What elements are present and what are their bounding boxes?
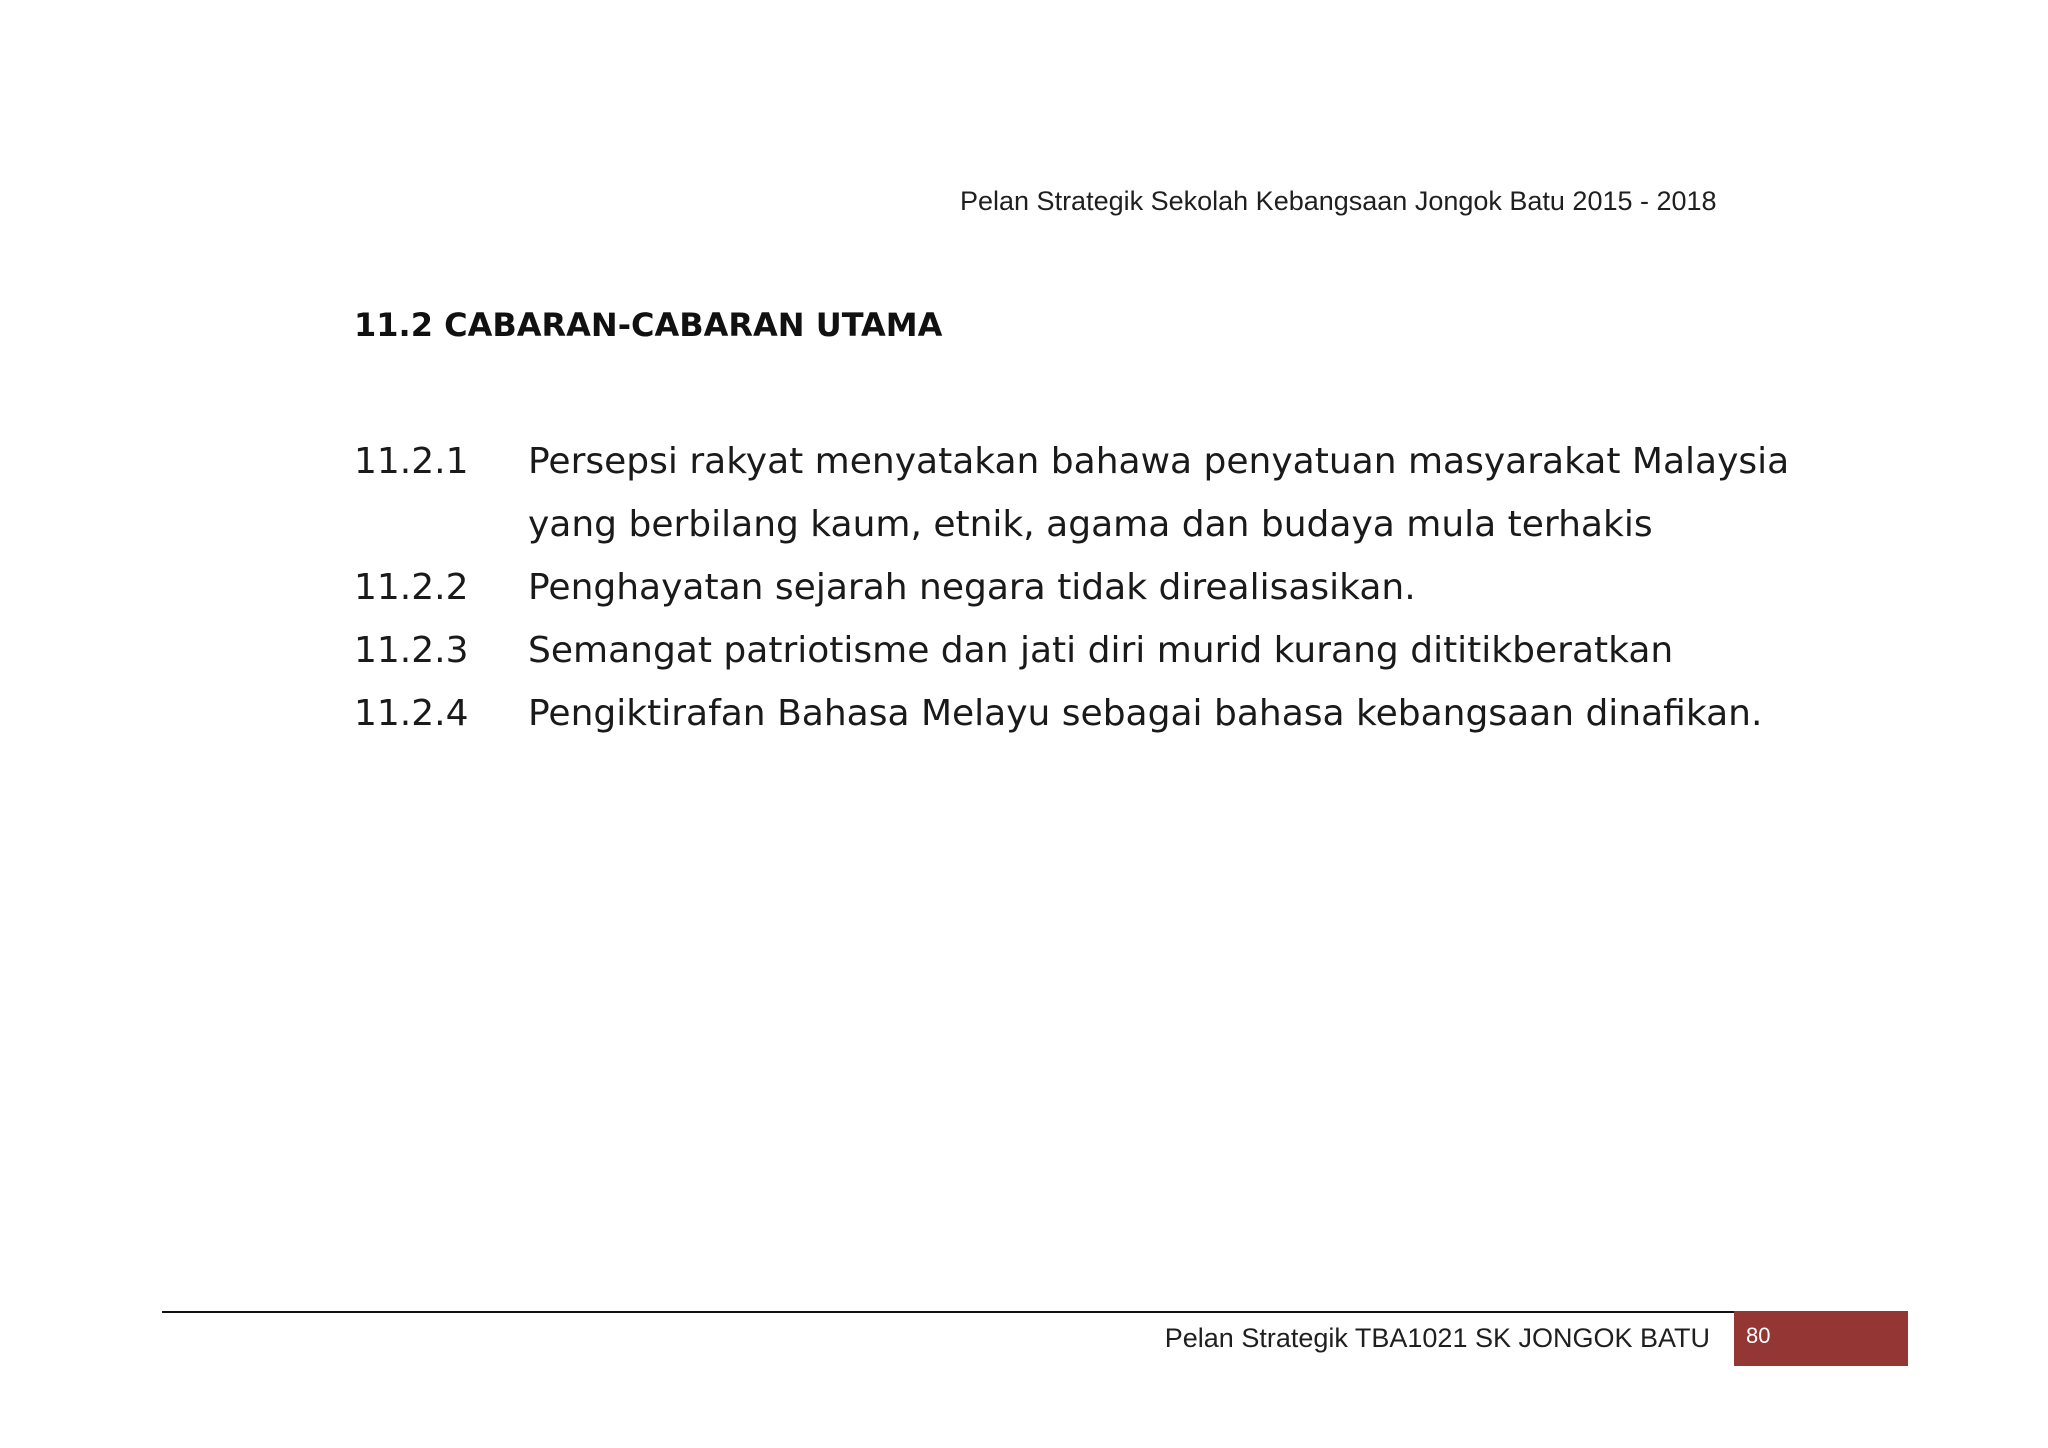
section-heading: 11.2 CABARAN-CABARAN UTAMA	[354, 306, 943, 344]
item-text: Penghayatan sejarah negara tidak direalisasikan.	[528, 567, 1416, 608]
item-number: 11.2.1	[354, 441, 469, 482]
list-item	[354, 556, 1854, 619]
item-text: Pengiktirafan Bahasa Melayu sebagai bahasa kebangsaan dinafikan.	[528, 693, 1763, 734]
list-item	[354, 682, 1854, 745]
item-number: 11.2.2	[354, 567, 469, 608]
running-header: Pelan Strategik Sekolah Kebangsaan Jongok Batu 2015 - 2018	[960, 186, 1717, 216]
item-number: 11.2.4	[354, 693, 469, 734]
page-number-box	[1734, 1311, 1908, 1366]
item-text: Semangat patriotisme dan jati diri murid kurang dititikberatkan	[528, 630, 1674, 671]
list-item	[354, 430, 1854, 556]
list-item	[354, 619, 1854, 682]
footer-title: Pelan Strategik TBA1021 SK JONGOK BATU	[1164, 1323, 1710, 1353]
challenge-list	[354, 430, 1854, 745]
item-number: 11.2.3	[354, 630, 469, 671]
item-text: Persepsi rakyat menyatakan bahawa penyatuan masyarakat Malaysia yang berbilang kaum, etnik, agama dan budaya mula terhakis	[528, 441, 1790, 545]
page-number: 80	[1746, 1323, 1771, 1348]
footer-divider	[162, 1311, 1908, 1313]
